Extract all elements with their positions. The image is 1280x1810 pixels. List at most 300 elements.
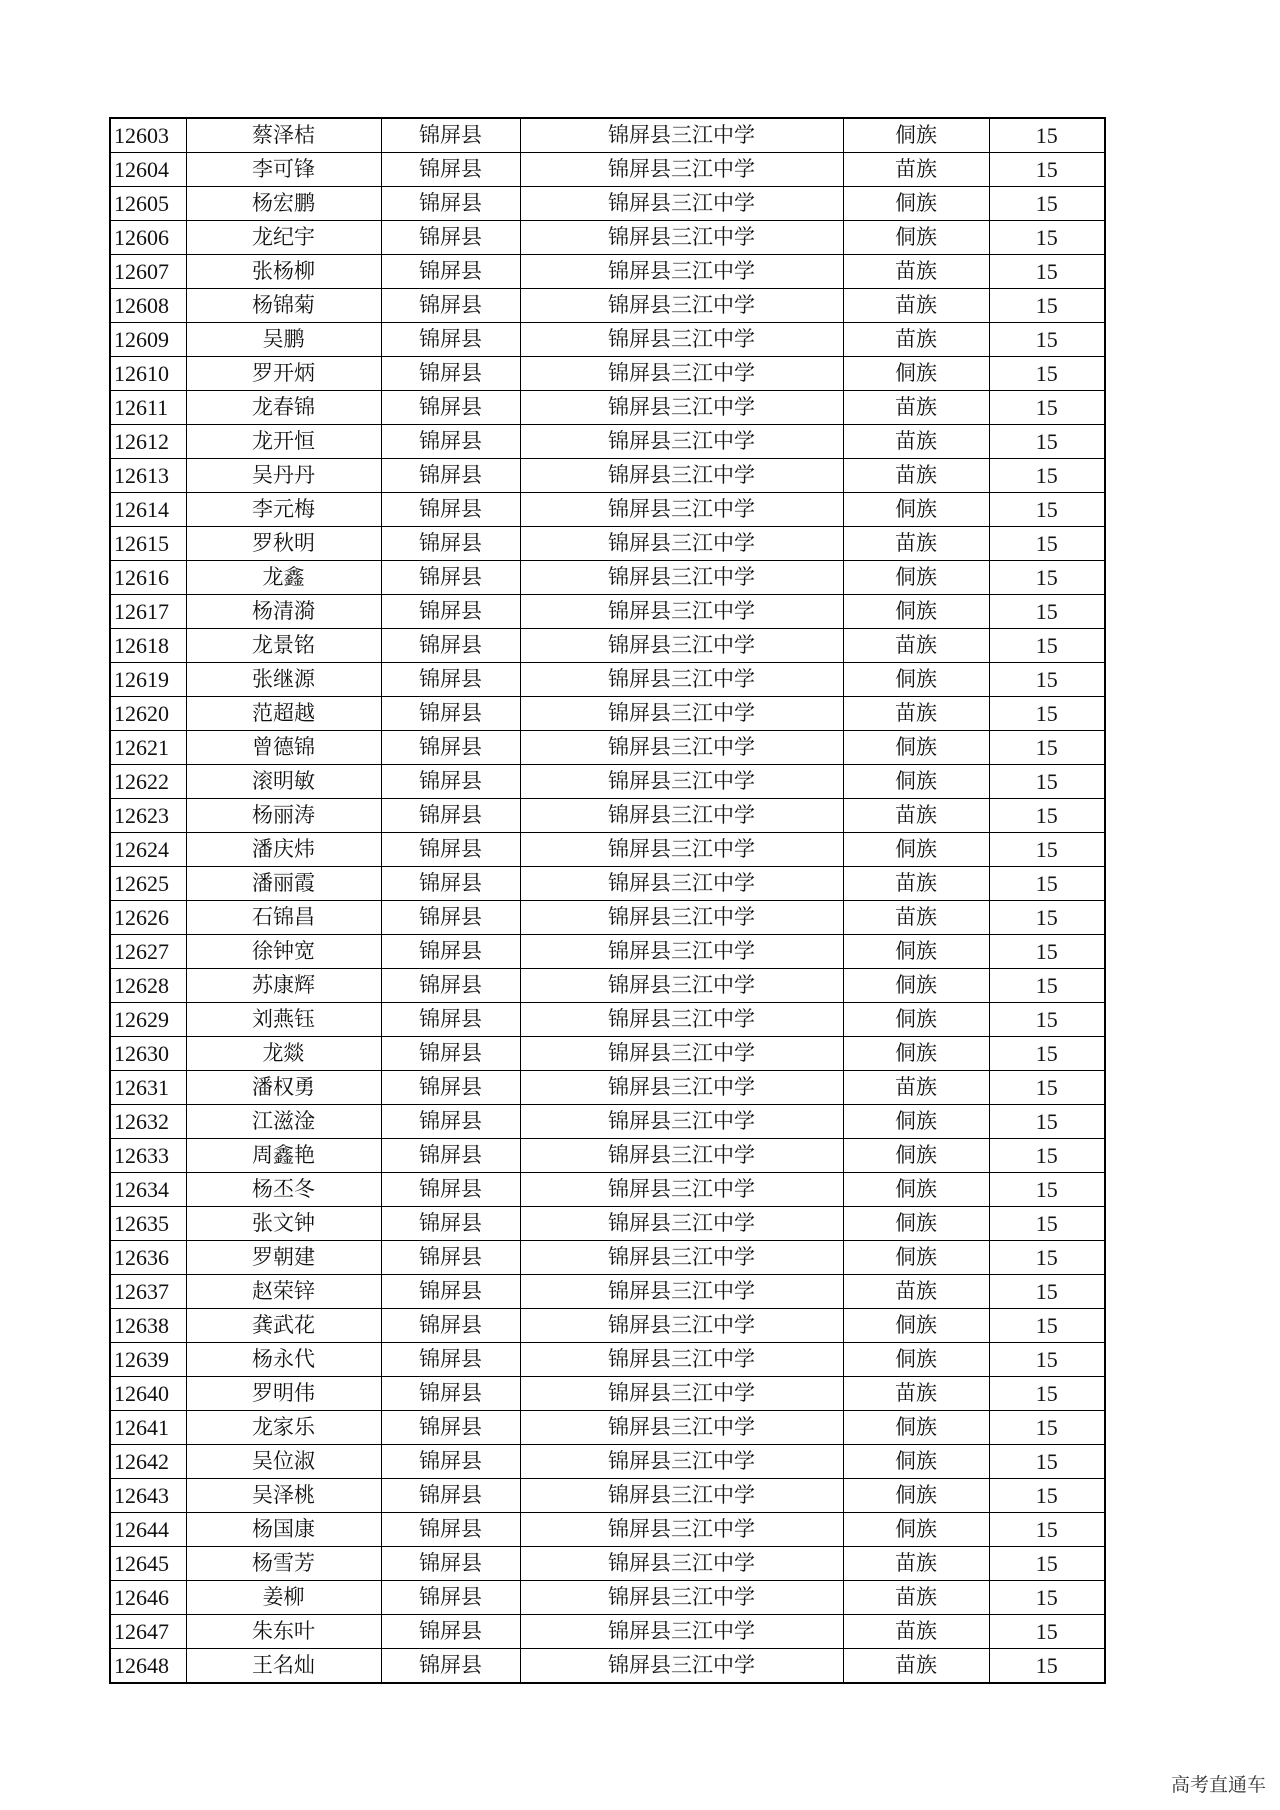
cell-county: 锦屏县 bbox=[381, 425, 520, 459]
cell-score: 15 bbox=[989, 595, 1105, 629]
cell-county: 锦屏县 bbox=[381, 1309, 520, 1343]
table-row bbox=[110, 1037, 1105, 1071]
cell-school: 锦屏县三江中学 bbox=[520, 1649, 843, 1684]
cell-id: 12647 bbox=[110, 1615, 186, 1649]
table-row bbox=[110, 187, 1105, 221]
cell-county: 锦屏县 bbox=[381, 1479, 520, 1513]
cell-name: 李元梅 bbox=[186, 493, 381, 527]
cell-name: 徐钟宽 bbox=[186, 935, 381, 969]
cell-score: 15 bbox=[989, 765, 1105, 799]
cell-school: 锦屏县三江中学 bbox=[520, 323, 843, 357]
cell-score: 15 bbox=[989, 255, 1105, 289]
cell-ethnicity: 侗族 bbox=[843, 935, 989, 969]
table-row bbox=[110, 289, 1105, 323]
cell-ethnicity: 苗族 bbox=[843, 697, 989, 731]
cell-school: 锦屏县三江中学 bbox=[520, 935, 843, 969]
cell-name: 吴泽桃 bbox=[186, 1479, 381, 1513]
cell-name: 潘庆炜 bbox=[186, 833, 381, 867]
cell-id: 12625 bbox=[110, 867, 186, 901]
cell-county: 锦屏县 bbox=[381, 1207, 520, 1241]
cell-county: 锦屏县 bbox=[381, 493, 520, 527]
cell-county: 锦屏县 bbox=[381, 1411, 520, 1445]
cell-ethnicity: 侗族 bbox=[843, 663, 989, 697]
cell-ethnicity: 侗族 bbox=[843, 1037, 989, 1071]
cell-ethnicity: 侗族 bbox=[843, 1343, 989, 1377]
cell-score: 15 bbox=[989, 1105, 1105, 1139]
cell-id: 12624 bbox=[110, 833, 186, 867]
cell-county: 锦屏县 bbox=[381, 765, 520, 799]
cell-score: 15 bbox=[989, 221, 1105, 255]
cell-county: 锦屏县 bbox=[381, 1581, 520, 1615]
cell-score: 15 bbox=[989, 935, 1105, 969]
cell-school: 锦屏县三江中学 bbox=[520, 1309, 843, 1343]
cell-ethnicity: 侗族 bbox=[843, 221, 989, 255]
cell-id: 12614 bbox=[110, 493, 186, 527]
cell-name: 张继源 bbox=[186, 663, 381, 697]
cell-ethnicity: 侗族 bbox=[843, 1173, 989, 1207]
cell-score: 15 bbox=[989, 527, 1105, 561]
cell-id: 12648 bbox=[110, 1649, 186, 1684]
cell-school: 锦屏县三江中学 bbox=[520, 1377, 843, 1411]
roster-table bbox=[109, 117, 1106, 1684]
cell-name: 杨锦菊 bbox=[186, 289, 381, 323]
cell-ethnicity: 侗族 bbox=[843, 1479, 989, 1513]
table-row bbox=[110, 425, 1105, 459]
cell-id: 12645 bbox=[110, 1547, 186, 1581]
cell-name: 杨丽涛 bbox=[186, 799, 381, 833]
cell-id: 12613 bbox=[110, 459, 186, 493]
cell-name: 罗秋明 bbox=[186, 527, 381, 561]
cell-name: 龙纪宇 bbox=[186, 221, 381, 255]
cell-school: 锦屏县三江中学 bbox=[520, 1411, 843, 1445]
cell-school: 锦屏县三江中学 bbox=[520, 1275, 843, 1309]
cell-score: 15 bbox=[989, 561, 1105, 595]
cell-county: 锦屏县 bbox=[381, 1649, 520, 1684]
cell-ethnicity: 侗族 bbox=[843, 118, 989, 153]
cell-ethnicity: 苗族 bbox=[843, 1071, 989, 1105]
cell-score: 15 bbox=[989, 1513, 1105, 1547]
cell-score: 15 bbox=[989, 323, 1105, 357]
cell-name: 罗开炳 bbox=[186, 357, 381, 391]
cell-ethnicity: 苗族 bbox=[843, 391, 989, 425]
cell-score: 15 bbox=[989, 1343, 1105, 1377]
cell-county: 锦屏县 bbox=[381, 901, 520, 935]
cell-ethnicity: 苗族 bbox=[843, 1615, 989, 1649]
cell-ethnicity: 侗族 bbox=[843, 187, 989, 221]
cell-school: 锦屏县三江中学 bbox=[520, 799, 843, 833]
cell-county: 锦屏县 bbox=[381, 1445, 520, 1479]
cell-county: 锦屏县 bbox=[381, 391, 520, 425]
cell-score: 15 bbox=[989, 425, 1105, 459]
cell-id: 12633 bbox=[110, 1139, 186, 1173]
cell-name: 范超越 bbox=[186, 697, 381, 731]
cell-county: 锦屏县 bbox=[381, 663, 520, 697]
cell-score: 15 bbox=[989, 153, 1105, 187]
cell-score: 15 bbox=[989, 867, 1105, 901]
cell-score: 15 bbox=[989, 833, 1105, 867]
cell-school: 锦屏县三江中学 bbox=[520, 867, 843, 901]
table-row bbox=[110, 1513, 1105, 1547]
cell-score: 15 bbox=[989, 1071, 1105, 1105]
cell-county: 锦屏县 bbox=[381, 1615, 520, 1649]
table-row bbox=[110, 221, 1105, 255]
cell-name: 罗明伟 bbox=[186, 1377, 381, 1411]
table-row bbox=[110, 731, 1105, 765]
cell-ethnicity: 苗族 bbox=[843, 867, 989, 901]
table-row bbox=[110, 1615, 1105, 1649]
cell-score: 15 bbox=[989, 391, 1105, 425]
cell-id: 12604 bbox=[110, 153, 186, 187]
table-row bbox=[110, 1207, 1105, 1241]
cell-name: 江滋淦 bbox=[186, 1105, 381, 1139]
table-row bbox=[110, 1173, 1105, 1207]
cell-ethnicity: 苗族 bbox=[843, 799, 989, 833]
table-row bbox=[110, 1105, 1105, 1139]
cell-school: 锦屏县三江中学 bbox=[520, 1343, 843, 1377]
cell-school: 锦屏县三江中学 bbox=[520, 1241, 843, 1275]
cell-school: 锦屏县三江中学 bbox=[520, 1071, 843, 1105]
cell-ethnicity: 苗族 bbox=[843, 1581, 989, 1615]
watermark-text: 高考直通车 bbox=[1170, 1774, 1266, 1796]
cell-county: 锦屏县 bbox=[381, 1071, 520, 1105]
cell-ethnicity: 侗族 bbox=[843, 1411, 989, 1445]
cell-id: 12637 bbox=[110, 1275, 186, 1309]
cell-score: 15 bbox=[989, 1581, 1105, 1615]
cell-ethnicity: 苗族 bbox=[843, 255, 989, 289]
cell-name: 龙鑫 bbox=[186, 561, 381, 595]
cell-score: 15 bbox=[989, 969, 1105, 1003]
cell-ethnicity: 侗族 bbox=[843, 1445, 989, 1479]
cell-ethnicity: 苗族 bbox=[843, 901, 989, 935]
cell-name: 杨国康 bbox=[186, 1513, 381, 1547]
cell-ethnicity: 侗族 bbox=[843, 357, 989, 391]
table-row bbox=[110, 561, 1105, 595]
cell-ethnicity: 苗族 bbox=[843, 629, 989, 663]
cell-county: 锦屏县 bbox=[381, 459, 520, 493]
cell-school: 锦屏县三江中学 bbox=[520, 731, 843, 765]
table-row bbox=[110, 1275, 1105, 1309]
cell-id: 12638 bbox=[110, 1309, 186, 1343]
table-row bbox=[110, 1479, 1105, 1513]
table-row bbox=[110, 118, 1105, 153]
cell-ethnicity: 侗族 bbox=[843, 1003, 989, 1037]
cell-id: 12634 bbox=[110, 1173, 186, 1207]
table-row bbox=[110, 323, 1105, 357]
table-row bbox=[110, 765, 1105, 799]
cell-school: 锦屏县三江中学 bbox=[520, 391, 843, 425]
cell-id: 12605 bbox=[110, 187, 186, 221]
cell-school: 锦屏县三江中学 bbox=[520, 1581, 843, 1615]
cell-id: 12627 bbox=[110, 935, 186, 969]
cell-school: 锦屏县三江中学 bbox=[520, 1615, 843, 1649]
cell-county: 锦屏县 bbox=[381, 799, 520, 833]
cell-id: 12629 bbox=[110, 1003, 186, 1037]
cell-ethnicity: 苗族 bbox=[843, 527, 989, 561]
cell-school: 锦屏县三江中学 bbox=[520, 289, 843, 323]
cell-school: 锦屏县三江中学 bbox=[520, 595, 843, 629]
cell-county: 锦屏县 bbox=[381, 187, 520, 221]
cell-county: 锦屏县 bbox=[381, 697, 520, 731]
cell-id: 12642 bbox=[110, 1445, 186, 1479]
cell-score: 15 bbox=[989, 1207, 1105, 1241]
cell-school: 锦屏县三江中学 bbox=[520, 663, 843, 697]
cell-ethnicity: 侗族 bbox=[843, 1105, 989, 1139]
cell-id: 12643 bbox=[110, 1479, 186, 1513]
table-row bbox=[110, 935, 1105, 969]
cell-id: 12607 bbox=[110, 255, 186, 289]
cell-school: 锦屏县三江中学 bbox=[520, 1445, 843, 1479]
cell-score: 15 bbox=[989, 1547, 1105, 1581]
cell-name: 杨永代 bbox=[186, 1343, 381, 1377]
cell-score: 15 bbox=[989, 731, 1105, 765]
cell-ethnicity: 苗族 bbox=[843, 1649, 989, 1684]
cell-id: 12639 bbox=[110, 1343, 186, 1377]
cell-id: 12636 bbox=[110, 1241, 186, 1275]
table-row bbox=[110, 1139, 1105, 1173]
cell-name: 苏康辉 bbox=[186, 969, 381, 1003]
cell-name: 杨丕冬 bbox=[186, 1173, 381, 1207]
cell-id: 12621 bbox=[110, 731, 186, 765]
cell-ethnicity: 侗族 bbox=[843, 1207, 989, 1241]
cell-school: 锦屏县三江中学 bbox=[520, 697, 843, 731]
cell-ethnicity: 侗族 bbox=[843, 1309, 989, 1343]
cell-id: 12617 bbox=[110, 595, 186, 629]
cell-county: 锦屏县 bbox=[381, 833, 520, 867]
cell-score: 15 bbox=[989, 289, 1105, 323]
cell-name: 潘权勇 bbox=[186, 1071, 381, 1105]
cell-ethnicity: 侗族 bbox=[843, 969, 989, 1003]
table-row bbox=[110, 867, 1105, 901]
cell-school: 锦屏县三江中学 bbox=[520, 561, 843, 595]
table-row bbox=[110, 969, 1105, 1003]
cell-ethnicity: 苗族 bbox=[843, 1377, 989, 1411]
cell-name: 刘燕钰 bbox=[186, 1003, 381, 1037]
cell-score: 15 bbox=[989, 118, 1105, 153]
cell-ethnicity: 苗族 bbox=[843, 1275, 989, 1309]
cell-score: 15 bbox=[989, 663, 1105, 697]
cell-name: 石锦昌 bbox=[186, 901, 381, 935]
table-row bbox=[110, 1071, 1105, 1105]
cell-score: 15 bbox=[989, 1649, 1105, 1684]
cell-ethnicity: 苗族 bbox=[843, 289, 989, 323]
table-row bbox=[110, 527, 1105, 561]
cell-county: 锦屏县 bbox=[381, 1513, 520, 1547]
cell-school: 锦屏县三江中学 bbox=[520, 527, 843, 561]
cell-school: 锦屏县三江中学 bbox=[520, 153, 843, 187]
cell-id: 12610 bbox=[110, 357, 186, 391]
cell-school: 锦屏县三江中学 bbox=[520, 221, 843, 255]
cell-id: 12644 bbox=[110, 1513, 186, 1547]
cell-score: 15 bbox=[989, 697, 1105, 731]
cell-name: 龙春锦 bbox=[186, 391, 381, 425]
cell-ethnicity: 苗族 bbox=[843, 153, 989, 187]
cell-name: 周鑫艳 bbox=[186, 1139, 381, 1173]
cell-school: 锦屏县三江中学 bbox=[520, 765, 843, 799]
cell-school: 锦屏县三江中学 bbox=[520, 118, 843, 153]
cell-county: 锦屏县 bbox=[381, 527, 520, 561]
cell-name: 龙景铭 bbox=[186, 629, 381, 663]
cell-school: 锦屏县三江中学 bbox=[520, 459, 843, 493]
cell-name: 杨雪芳 bbox=[186, 1547, 381, 1581]
cell-name: 张文钟 bbox=[186, 1207, 381, 1241]
cell-id: 12646 bbox=[110, 1581, 186, 1615]
cell-ethnicity: 苗族 bbox=[843, 459, 989, 493]
table-row bbox=[110, 1343, 1105, 1377]
cell-score: 15 bbox=[989, 1173, 1105, 1207]
cell-score: 15 bbox=[989, 459, 1105, 493]
cell-county: 锦屏县 bbox=[381, 1377, 520, 1411]
cell-score: 15 bbox=[989, 187, 1105, 221]
cell-ethnicity: 侗族 bbox=[843, 1139, 989, 1173]
cell-school: 锦屏县三江中学 bbox=[520, 357, 843, 391]
cell-county: 锦屏县 bbox=[381, 357, 520, 391]
cell-county: 锦屏县 bbox=[381, 1173, 520, 1207]
cell-name: 吴位淑 bbox=[186, 1445, 381, 1479]
cell-ethnicity: 苗族 bbox=[843, 425, 989, 459]
cell-score: 15 bbox=[989, 1003, 1105, 1037]
cell-score: 15 bbox=[989, 1377, 1105, 1411]
table-row bbox=[110, 255, 1105, 289]
table-row bbox=[110, 1241, 1105, 1275]
cell-score: 15 bbox=[989, 901, 1105, 935]
cell-id: 12641 bbox=[110, 1411, 186, 1445]
cell-score: 15 bbox=[989, 1037, 1105, 1071]
table-row bbox=[110, 1649, 1105, 1684]
table-row bbox=[110, 697, 1105, 731]
cell-name: 龙开恒 bbox=[186, 425, 381, 459]
cell-ethnicity: 侗族 bbox=[843, 1513, 989, 1547]
cell-id: 12619 bbox=[110, 663, 186, 697]
cell-name: 张杨柳 bbox=[186, 255, 381, 289]
cell-ethnicity: 侗族 bbox=[843, 561, 989, 595]
cell-score: 15 bbox=[989, 1615, 1105, 1649]
table-row bbox=[110, 1581, 1105, 1615]
cell-name: 王名灿 bbox=[186, 1649, 381, 1684]
cell-id: 12630 bbox=[110, 1037, 186, 1071]
cell-id: 12606 bbox=[110, 221, 186, 255]
cell-county: 锦屏县 bbox=[381, 118, 520, 153]
cell-name: 杨清漪 bbox=[186, 595, 381, 629]
cell-county: 锦屏县 bbox=[381, 629, 520, 663]
cell-county: 锦屏县 bbox=[381, 595, 520, 629]
cell-id: 12632 bbox=[110, 1105, 186, 1139]
table-row bbox=[110, 663, 1105, 697]
cell-school: 锦屏县三江中学 bbox=[520, 629, 843, 663]
table-row bbox=[110, 833, 1105, 867]
cell-id: 12635 bbox=[110, 1207, 186, 1241]
cell-name: 吴丹丹 bbox=[186, 459, 381, 493]
cell-county: 锦屏县 bbox=[381, 935, 520, 969]
cell-county: 锦屏县 bbox=[381, 1343, 520, 1377]
cell-county: 锦屏县 bbox=[381, 323, 520, 357]
cell-id: 12611 bbox=[110, 391, 186, 425]
cell-ethnicity: 侗族 bbox=[843, 833, 989, 867]
cell-county: 锦屏县 bbox=[381, 1275, 520, 1309]
cell-school: 锦屏县三江中学 bbox=[520, 1513, 843, 1547]
cell-school: 锦屏县三江中学 bbox=[520, 1037, 843, 1071]
table-row bbox=[110, 629, 1105, 663]
cell-county: 锦屏县 bbox=[381, 153, 520, 187]
cell-score: 15 bbox=[989, 1309, 1105, 1343]
cell-id: 12615 bbox=[110, 527, 186, 561]
cell-school: 锦屏县三江中学 bbox=[520, 1105, 843, 1139]
cell-name: 姜柳 bbox=[186, 1581, 381, 1615]
cell-id: 12626 bbox=[110, 901, 186, 935]
cell-name: 龚武花 bbox=[186, 1309, 381, 1343]
cell-name: 滚明敏 bbox=[186, 765, 381, 799]
cell-score: 15 bbox=[989, 1275, 1105, 1309]
cell-county: 锦屏县 bbox=[381, 221, 520, 255]
cell-county: 锦屏县 bbox=[381, 1105, 520, 1139]
cell-county: 锦屏县 bbox=[381, 289, 520, 323]
table-row bbox=[110, 1411, 1105, 1445]
cell-score: 15 bbox=[989, 1411, 1105, 1445]
cell-school: 锦屏县三江中学 bbox=[520, 425, 843, 459]
cell-score: 15 bbox=[989, 1445, 1105, 1479]
cell-school: 锦屏县三江中学 bbox=[520, 1173, 843, 1207]
cell-county: 锦屏县 bbox=[381, 969, 520, 1003]
table-row bbox=[110, 1309, 1105, 1343]
table-row bbox=[110, 493, 1105, 527]
cell-school: 锦屏县三江中学 bbox=[520, 493, 843, 527]
cell-ethnicity: 苗族 bbox=[843, 323, 989, 357]
cell-county: 锦屏县 bbox=[381, 731, 520, 765]
cell-score: 15 bbox=[989, 1139, 1105, 1173]
cell-county: 锦屏县 bbox=[381, 1241, 520, 1275]
cell-id: 12603 bbox=[110, 118, 186, 153]
cell-school: 锦屏县三江中学 bbox=[520, 1003, 843, 1037]
cell-name: 吴鹏 bbox=[186, 323, 381, 357]
cell-ethnicity: 侗族 bbox=[843, 765, 989, 799]
cell-id: 12620 bbox=[110, 697, 186, 731]
cell-county: 锦屏县 bbox=[381, 255, 520, 289]
table-row bbox=[110, 799, 1105, 833]
cell-ethnicity: 侗族 bbox=[843, 493, 989, 527]
roster-body bbox=[110, 118, 1105, 1683]
cell-ethnicity: 侗族 bbox=[843, 595, 989, 629]
table-row bbox=[110, 357, 1105, 391]
table-row bbox=[110, 391, 1105, 425]
cell-score: 15 bbox=[989, 493, 1105, 527]
cell-name: 朱东叶 bbox=[186, 1615, 381, 1649]
cell-county: 锦屏县 bbox=[381, 1037, 520, 1071]
cell-school: 锦屏县三江中学 bbox=[520, 255, 843, 289]
cell-school: 锦屏县三江中学 bbox=[520, 1547, 843, 1581]
cell-school: 锦屏县三江中学 bbox=[520, 187, 843, 221]
cell-school: 锦屏县三江中学 bbox=[520, 901, 843, 935]
cell-id: 12608 bbox=[110, 289, 186, 323]
cell-id: 12640 bbox=[110, 1377, 186, 1411]
cell-id: 12631 bbox=[110, 1071, 186, 1105]
table-row bbox=[110, 1547, 1105, 1581]
cell-id: 12623 bbox=[110, 799, 186, 833]
cell-county: 锦屏县 bbox=[381, 1139, 520, 1173]
cell-score: 15 bbox=[989, 1479, 1105, 1513]
cell-ethnicity: 侗族 bbox=[843, 731, 989, 765]
cell-name: 李可锋 bbox=[186, 153, 381, 187]
cell-county: 锦屏县 bbox=[381, 867, 520, 901]
cell-id: 12618 bbox=[110, 629, 186, 663]
table-row bbox=[110, 1445, 1105, 1479]
cell-name: 赵荣锌 bbox=[186, 1275, 381, 1309]
table-row bbox=[110, 1003, 1105, 1037]
cell-id: 12622 bbox=[110, 765, 186, 799]
cell-name: 罗朝建 bbox=[186, 1241, 381, 1275]
table-row bbox=[110, 595, 1105, 629]
cell-school: 锦屏县三江中学 bbox=[520, 1479, 843, 1513]
cell-name: 潘丽霞 bbox=[186, 867, 381, 901]
cell-school: 锦屏县三江中学 bbox=[520, 1207, 843, 1241]
